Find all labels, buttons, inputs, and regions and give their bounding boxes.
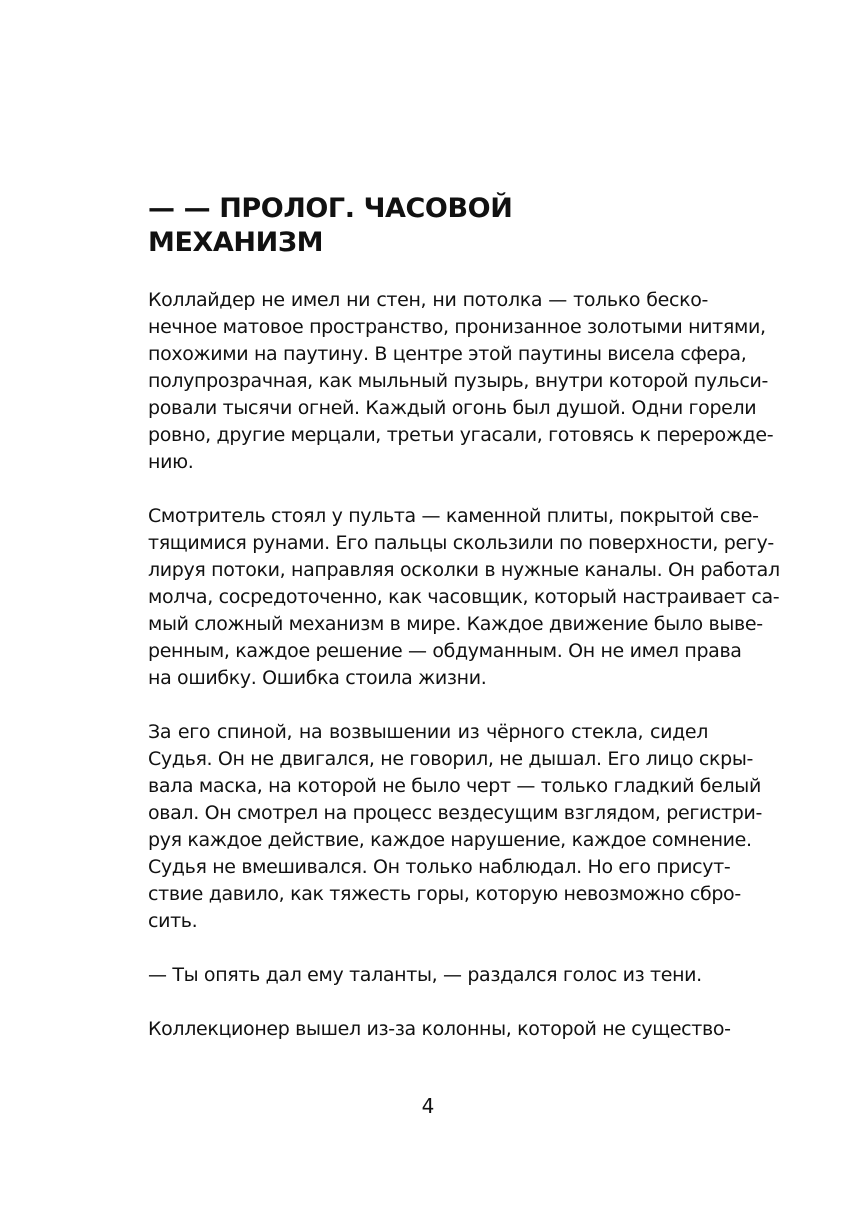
- body-text: [148, 287, 780, 1070]
- text-line: руя каждое действие, каждое нарушение, каждое сомнение.: [148, 829, 752, 851]
- text-line: полупрозрачная, как мыльный пузырь, внутри которой пульси-: [148, 370, 768, 392]
- chapter-title: [148, 192, 728, 260]
- text-line: За его спиной, на возвышении из чёрного стекла, сидел: [148, 721, 708, 743]
- paragraph: [148, 1016, 731, 1043]
- paragraph: [148, 962, 708, 989]
- page-number: 4: [421, 1094, 435, 1118]
- paragraph: [148, 719, 762, 935]
- text-line: вала маска, на которой не было черт — только гладкий белый: [148, 775, 761, 797]
- text-line: Коллекционер вышел из-за колонны, которой не существо-: [148, 1018, 731, 1040]
- text-line: Судья. Он не двигался, не говорил, не дышал. Его лицо скры-: [148, 748, 754, 770]
- text-line: ствие давило, как тяжесть горы, которую невозможно сбро-: [148, 883, 741, 905]
- text-line: тящимися рунами. Его пальцы скользили по поверхности, регу-: [148, 532, 774, 554]
- text-line: молча, сосредоточенно, как часовщик, который настраивает са-: [148, 586, 780, 608]
- text-line: Смотритель стоял у пульта — каменной плиты, покрытой све-: [148, 505, 759, 527]
- text-line: — Ты опять дал ему таланты, — раздался голос из тени.: [148, 964, 702, 986]
- text-line: нию.: [148, 451, 194, 473]
- text-line: ровно, другие мерцали, третьи угасали, готовясь к перерожде-: [148, 424, 774, 446]
- chapter-title-line: МЕХАНИЗМ: [148, 227, 324, 258]
- text-line: овал. Он смотрел на процесс вездесущим взглядом, регистри-: [148, 802, 762, 824]
- text-line: ренным, каждое решение — обдуманным. Он не имел права: [148, 640, 742, 662]
- text-line: мый сложный механизм в мире. Каждое движение было выве-: [148, 613, 763, 635]
- text-line: на ошибку. Ошибка стоила жизни.: [148, 667, 487, 689]
- text-line: сить.: [148, 910, 198, 932]
- text-line: Судья не вмешивался. Он только наблюдал. Но его присут-: [148, 856, 731, 878]
- text-line: ровали тысячи огней. Каждый огонь был душой. Одни горели: [148, 397, 757, 419]
- text-line: Коллайдер не имел ни стен, ни потолка — только беско-: [148, 289, 708, 311]
- chapter-title-line: — — ПРОЛОГ. ЧАСОВОЙ: [148, 193, 513, 224]
- paragraph: [148, 287, 774, 476]
- text-line: нечное матовое пространство, пронизанное золотыми нитями,: [148, 316, 766, 338]
- paragraph: [148, 503, 780, 692]
- text-line: похожими на паутину. В центре этой паутины висела сфера,: [148, 343, 747, 365]
- text-line: лируя потоки, направляя осколки в нужные каналы. Он работал: [148, 559, 780, 581]
